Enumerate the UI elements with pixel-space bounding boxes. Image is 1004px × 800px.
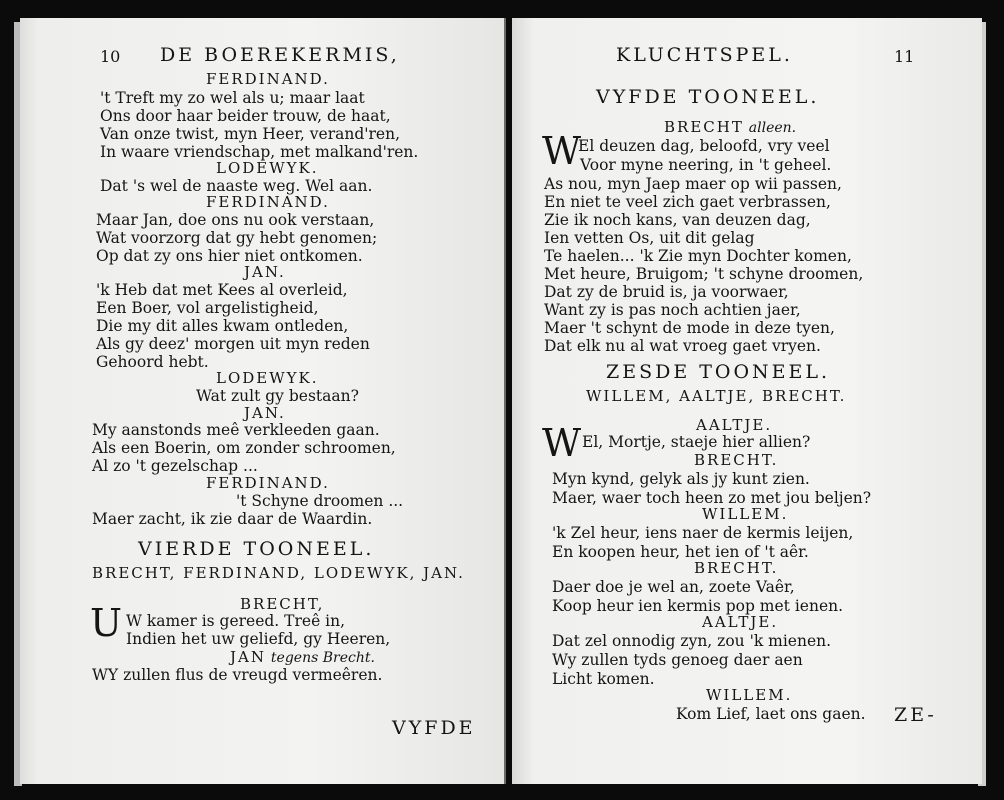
right-text-line: El, Mortje, staeje hier allien?: [582, 433, 811, 451]
left-text-line: JAN.: [244, 263, 286, 281]
right-text-line: WILLEM, AALTJE, BRECHT.: [586, 387, 847, 405]
left-text-line: FERDINAND.: [206, 70, 330, 88]
right-text-line: En niet te veel zich gaet verbrassen,: [544, 193, 831, 211]
right-text-line: Daer doe je wel an, zoete Vaêr,: [552, 578, 795, 596]
left-text-line: JAN.: [244, 404, 286, 422]
left-running-head: DE BOEREKERMIS,: [160, 44, 400, 66]
left-text-line: LODEWYK.: [216, 159, 319, 177]
left-text-line: Wat voorzorg dat gy hebt genomen;: [96, 229, 378, 247]
left-text-line: Dat 's wel de naaste weg. Wel aan.: [100, 177, 373, 195]
left-text-line: Wat zult gy bestaan?: [196, 387, 359, 405]
left-page-number: 10: [100, 47, 121, 66]
left-text-line: 't Treft my zo wel als u; maar laat: [100, 89, 365, 107]
left-text-line: W kamer is gereed. Treê in,: [126, 612, 346, 630]
right-text-line: Dat zel onnodig zyn, zou 'k mienen.: [552, 632, 832, 650]
right-text-line: En koopen heur, het ien of 't aêr.: [552, 543, 809, 561]
right-text-line: Te haelen... 'k Zie myn Dochter komen,: [544, 247, 852, 265]
left-text-line: Maar Jan, doe ons nu ook verstaan,: [96, 211, 375, 229]
left-text-line: Al zo 't gezelschap ...: [92, 457, 258, 475]
right-text-line: BRECHT.: [694, 559, 779, 577]
right-text-line: Maer, waer toch heen zo met jou beljen?: [552, 489, 872, 507]
right-text-line: WILLEM.: [706, 686, 793, 704]
right-text-line: Maer 't schynt de mode in deze tyen,: [544, 319, 835, 337]
right-text-line: Voor myne neering, in 't geheel.: [580, 156, 832, 174]
stage-direction-speaker: JAN: [230, 648, 266, 666]
left-text-line: My aanstonds meê verkleeden gaan.: [92, 421, 380, 439]
right-text-line: BRECHT.: [694, 451, 779, 469]
dropcap-u: U: [90, 601, 123, 645]
stage-direction-note: tegens Brecht.: [270, 650, 375, 666]
left-text-line: 't Schyne droomen ...: [236, 492, 404, 510]
speaker-alone-name: BRECHT: [664, 118, 744, 136]
right-text-line: VYFDE TOONEEL.: [596, 86, 820, 108]
right-text-line: W: [542, 421, 582, 465]
left-text-line: BRECHT, FERDINAND, LODEWYK, JAN.: [92, 564, 465, 582]
left-text-line: Als een Boerin, om zonder schroomen,: [92, 439, 396, 457]
left-text-line: Die my dit alles kwam ontleden,: [96, 317, 349, 335]
right-text-line: Wy zullen tyds genoeg daer aen: [552, 651, 803, 669]
left-text-line: 'k Heb dat met Kees al overleid,: [96, 281, 348, 299]
right-text-line: Myn kynd, gelyk als jy kunt zien.: [552, 470, 810, 488]
right-text-line: AALTJE.: [702, 613, 779, 631]
right-text-line: Zie ik noch kans, van deuzen dag,: [544, 211, 811, 229]
left-text-line: WY zullen flus de vreugd vermeêren.: [92, 666, 383, 684]
right-text-line: 'k Zel heur, iens naer de kermis leijen,: [552, 524, 854, 542]
left-text-line: Indien het uw geliefd, gy Heeren,: [126, 630, 391, 648]
left-text-line: VYFDE: [392, 717, 476, 739]
left-text-line: Van onze twist, myn Heer, verand'ren,: [100, 125, 401, 143]
right-text-line: Licht komen.: [552, 670, 655, 688]
right-text-line: El deuzen dag, beloofd, vry veel: [578, 137, 830, 155]
right-text-line: Want zy is pas noch achtien jaer,: [544, 301, 801, 319]
left-text-line: FERDINAND.: [206, 193, 330, 211]
speaker-alone-note: alleen.: [748, 120, 797, 136]
right-text-line: Koop heur ien kermis pop met ienen.: [552, 597, 844, 615]
right-text-line: Met heure, Bruigom; 't schyne droomen,: [544, 265, 864, 283]
left-text-line: Op dat zy ons hier niet ontkomen.: [96, 247, 363, 265]
speaker-alone: [664, 118, 796, 137]
left-text-line: In waare vriendschap, met malkand'ren.: [100, 143, 419, 161]
right-text-line: As nou, myn Jaep maer op wii passen,: [544, 175, 842, 193]
right-text-line: ZE-: [894, 704, 937, 726]
left-text-line: Gehoord hebt.: [96, 353, 209, 371]
right-text-line: Dat zy de bruid is, ja voorwaer,: [544, 283, 789, 301]
left-text-line: Ons door haar beider trouw, de haat,: [100, 107, 391, 125]
left-text-line: Maer zacht, ik zie daar de Waardin.: [92, 510, 373, 528]
right-page-number: 11: [894, 47, 915, 66]
right-text-line: AALTJE.: [696, 416, 773, 434]
right-text-line: ZESDE TOONEEL.: [606, 361, 831, 383]
right-text-line: Dat elk nu al wat vroeg gaet vryen.: [544, 337, 821, 355]
left-text-line: Een Boer, vol argelistigheid,: [96, 299, 319, 317]
left-text-line: FERDINAND.: [206, 474, 330, 492]
stage-direction: [230, 648, 375, 667]
left-text-line: Als gy deez' morgen uit myn reden: [96, 335, 370, 353]
right-text-line: W: [542, 129, 582, 173]
right-text-line: Kom Lief, laet ons gaen.: [676, 705, 866, 723]
left-text-line: LODEWYK.: [216, 369, 319, 387]
right-text-line: Ien vetten Os, uit dit gelag: [544, 229, 755, 247]
left-text-line: BRECHT,: [240, 595, 325, 613]
right-text-line: WILLEM.: [702, 505, 789, 523]
right-running-head: KLUCHTSPEL.: [616, 44, 793, 66]
left-text-line: VIERDE TOONEEL.: [138, 538, 375, 560]
